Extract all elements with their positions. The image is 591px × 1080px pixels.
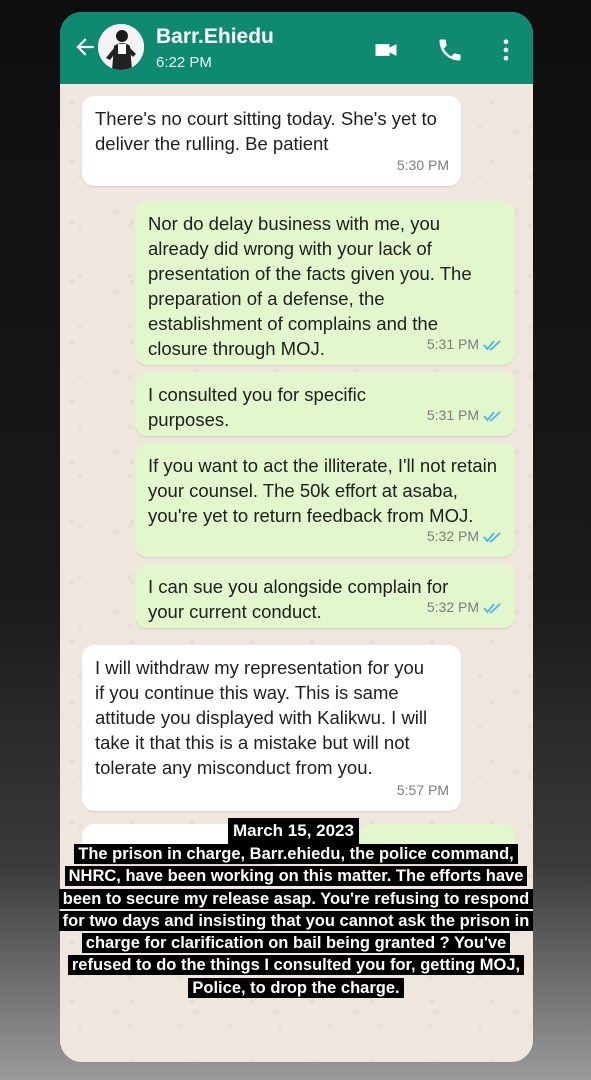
back-arrow-icon[interactable] <box>72 34 98 60</box>
video-call-icon[interactable] <box>372 36 400 64</box>
message-bubble-outgoing[interactable] <box>135 564 515 628</box>
message-time: 5:30 PM <box>396 157 449 173</box>
message-meta <box>427 524 503 549</box>
more-options-icon[interactable] <box>492 36 520 64</box>
message-meta <box>397 778 449 803</box>
message-bubble-outgoing[interactable] <box>135 201 515 365</box>
message-time: 5:31 PM <box>426 336 479 352</box>
message-text: I can sue you alongside complain for your current conduct. <box>148 576 449 622</box>
message-meta <box>397 153 449 178</box>
message-bubble-outgoing[interactable] <box>135 443 515 557</box>
contact-name[interactable]: Barr.Ehiedu <box>156 25 274 48</box>
read-receipt-icon <box>483 339 503 351</box>
message-time: 5:32 PM <box>426 528 479 544</box>
message-text: I will withdraw my representation for you if you continue this way. This is same attitude you displayed with Kalikwu. I will take it that this is a mistake but will not tolerate any misconduct from you. <box>95 657 428 778</box>
chat-header <box>60 12 533 84</box>
read-receipt-icon <box>483 531 503 543</box>
story-caption-text: The prison in charge, Barr.ehiedu, the police command, NHRC, have been working on this matter. The efforts have been to secure my release asap. You're refusing to respond for two days and insisting that you cannot ask the prison in charge for clarification on bail being granted ? You've refused to do the things I consulted you for, getting MOJ, Police, to drop the charge. <box>59 844 534 998</box>
message-text: I consulted you for specific purposes. <box>148 384 366 430</box>
contact-photo-icon <box>98 24 144 70</box>
message-time: 5:32 PM <box>426 599 479 615</box>
read-receipt-icon <box>483 602 503 614</box>
message-meta <box>427 595 503 620</box>
message-bubble-incoming[interactable] <box>82 645 461 811</box>
contact-last-seen: 6:22 PM <box>156 54 212 71</box>
message-text: If you want to act the illiterate, I'll not retain your counsel. The 50k effort at asaba, you're yet to return feedback from MOJ. <box>148 455 498 526</box>
message-bubble-incoming[interactable] <box>82 96 461 186</box>
read-receipt-icon <box>483 410 503 422</box>
message-text: Nor do delay business with me, you already did wrong with your lack of presentation of the facts given you. The preparation of a defense, the establishment of complains and the closure through MOJ. <box>148 213 472 359</box>
story-caption-date: March 15, 2023 <box>228 818 359 844</box>
message-meta <box>427 403 503 428</box>
message-meta <box>427 332 503 357</box>
voice-call-icon[interactable] <box>436 36 464 64</box>
story-caption <box>52 843 540 999</box>
message-text: There's no court sitting today. She's yet to deliver the rulling. Be patient <box>95 108 437 154</box>
message-time: 5:31 PM <box>426 407 479 423</box>
message-bubble-outgoing[interactable] <box>135 372 515 436</box>
message-time: 5:57 PM <box>396 782 449 798</box>
avatar[interactable] <box>98 24 144 70</box>
